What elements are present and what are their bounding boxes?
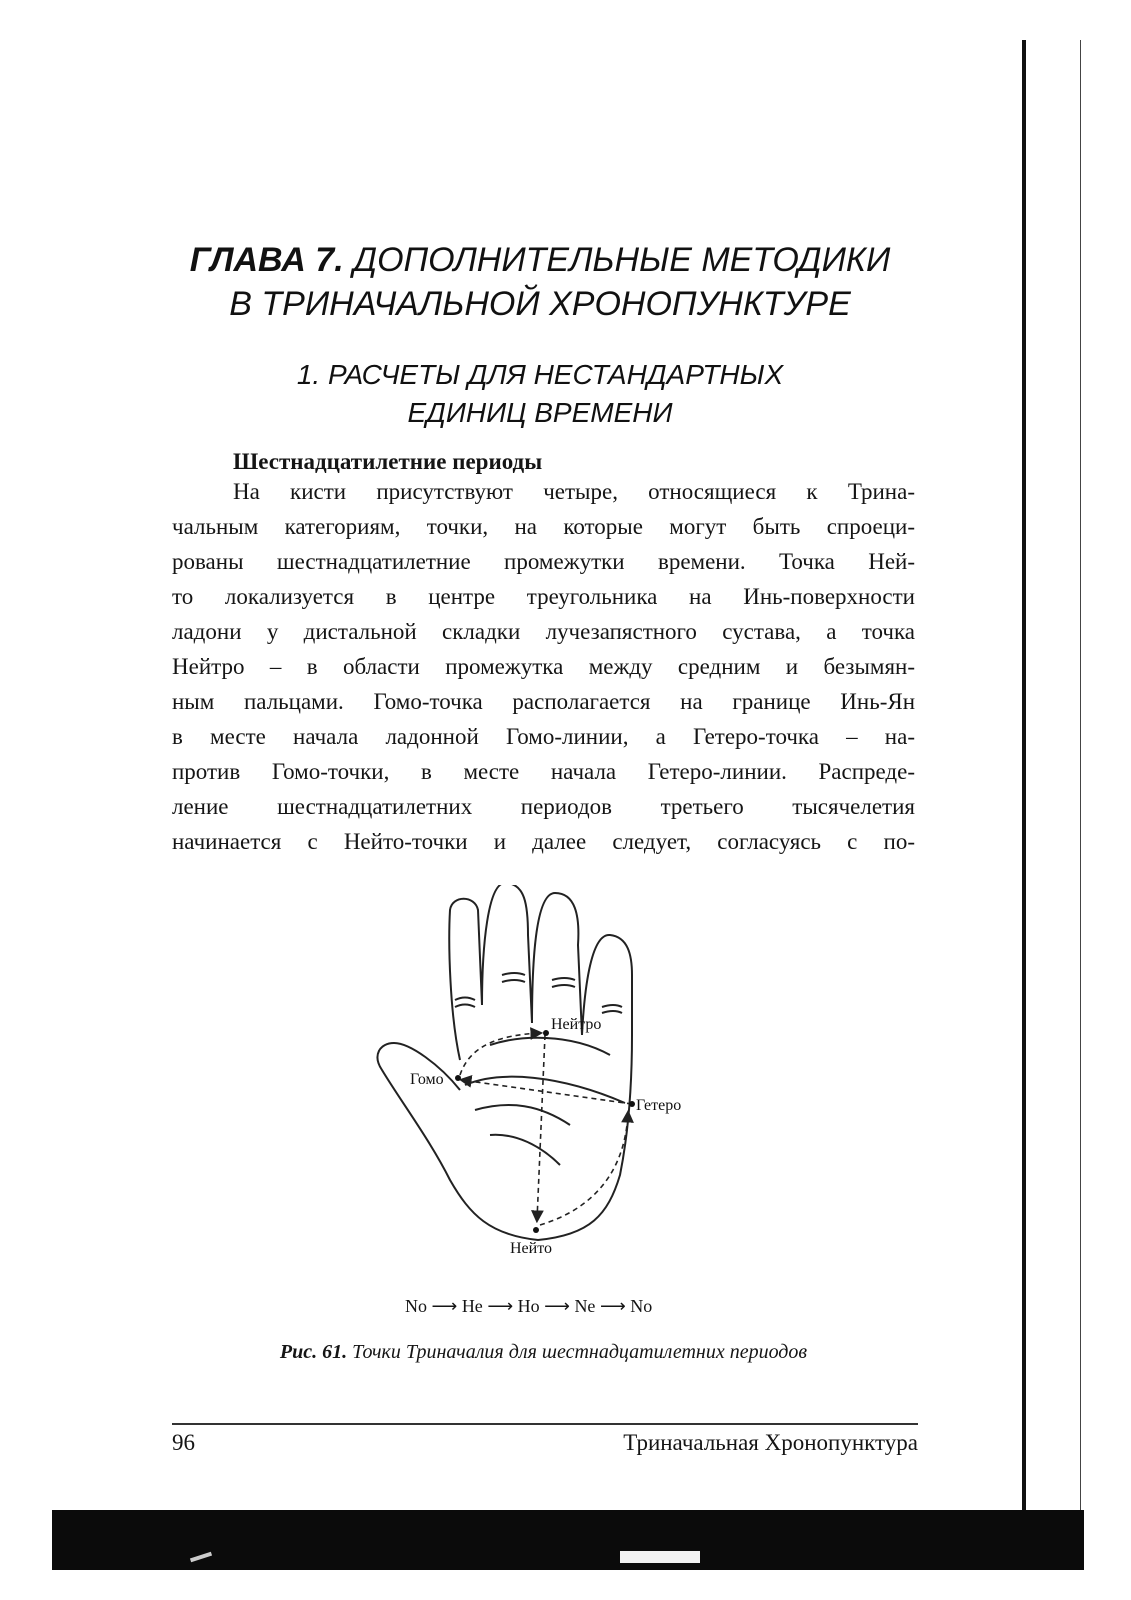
body-line: то локализуется в центре треугольника на Инь-поверхности bbox=[172, 584, 915, 609]
arrow-right-icon: ⟶ bbox=[431, 1296, 462, 1316]
sequence-item: No bbox=[630, 1296, 653, 1316]
figure-caption bbox=[172, 1341, 915, 1364]
chapter-title-line-2: В ТРИНАЧАЛЬНОЙ ХРОНОПУНКТУРЕ bbox=[229, 285, 851, 323]
arrow-right-icon: ⟶ bbox=[599, 1296, 631, 1316]
section-title-line-2: ЕДИНИЦ ВРЕМЕНИ bbox=[407, 397, 673, 428]
arrow-right-icon: ⟶ bbox=[544, 1296, 575, 1316]
chapter-label: ГЛАВА 7. bbox=[189, 241, 344, 279]
page-spine-line bbox=[1022, 40, 1026, 1510]
hand-outline bbox=[378, 885, 632, 1240]
body-line: ление шестнадцатилетних периодов третьего тысячелетия bbox=[172, 794, 915, 819]
sequence-item: Ne bbox=[574, 1296, 596, 1316]
footer-rule bbox=[172, 1423, 918, 1425]
point-neitro bbox=[543, 1030, 549, 1036]
sequence-item: He bbox=[461, 1296, 483, 1316]
sequence-flow bbox=[405, 1296, 652, 1317]
scan-border bbox=[52, 1510, 1084, 1570]
body-line: Нейтро – в области промежутка между средним и безымян- bbox=[172, 654, 915, 679]
label-neitro: Нейтро bbox=[551, 1016, 602, 1033]
body-line: ладони у дистальной складки лучезапястного сустава, а точка bbox=[172, 619, 915, 644]
running-title: Триначальная Хронопунктура bbox=[623, 1430, 918, 1455]
body-line: На кисти присутствуют четыре, относящиеся к Трина- bbox=[233, 479, 915, 504]
body-line: в месте начала ладонной Гомо-линии, а Гетеро-точка – на- bbox=[172, 724, 915, 749]
point-gomo bbox=[455, 1075, 461, 1081]
sequence-item: Ho bbox=[517, 1296, 540, 1316]
label-neito: Нейто bbox=[510, 1240, 552, 1257]
page-edge-line bbox=[1080, 40, 1081, 1510]
body-line: ным пальцами. Гомо-точка располагается на границе Инь-Ян bbox=[172, 689, 915, 714]
label-gomo: Гомо bbox=[410, 1071, 444, 1088]
chapter-title bbox=[160, 238, 920, 326]
caption-label: Рис. 61. bbox=[279, 1341, 348, 1363]
label-getero: Гетеро bbox=[636, 1097, 682, 1114]
body-line: чальным категориям, точки, на которые могут быть спроеци- bbox=[172, 514, 915, 539]
scan-artifact bbox=[620, 1551, 700, 1563]
section-title bbox=[230, 356, 850, 432]
body-line: против Гомо-точки, в месте начала Гетеро-линии. Распреде- bbox=[172, 759, 915, 784]
body-line: начинается с Нейто-точки и далее следует, согласуясь с по- bbox=[172, 829, 915, 854]
chapter-title-line-1: ДОПОЛНИТЕЛЬНЫЕ МЕТОДИКИ bbox=[353, 241, 891, 279]
body-line: рованы шестнадцатилетние промежутки времени. Точка Ней- bbox=[172, 549, 915, 574]
point-getero bbox=[629, 1101, 635, 1107]
arrow-right-icon: ⟶ bbox=[487, 1296, 518, 1316]
caption-text: Точки Триначалия для шестнадцатилетних периодов bbox=[352, 1341, 808, 1363]
subheading: Шестнадцатилетние периоды bbox=[233, 449, 543, 474]
page-number: 96 bbox=[172, 1430, 195, 1455]
point-neito bbox=[533, 1227, 539, 1233]
hand-diagram bbox=[370, 885, 710, 1285]
sequence-item: No bbox=[405, 1296, 427, 1316]
section-title-line-1: 1. РАСЧЕТЫ ДЛЯ НЕСТАНДАРТНЫХ bbox=[296, 359, 784, 390]
